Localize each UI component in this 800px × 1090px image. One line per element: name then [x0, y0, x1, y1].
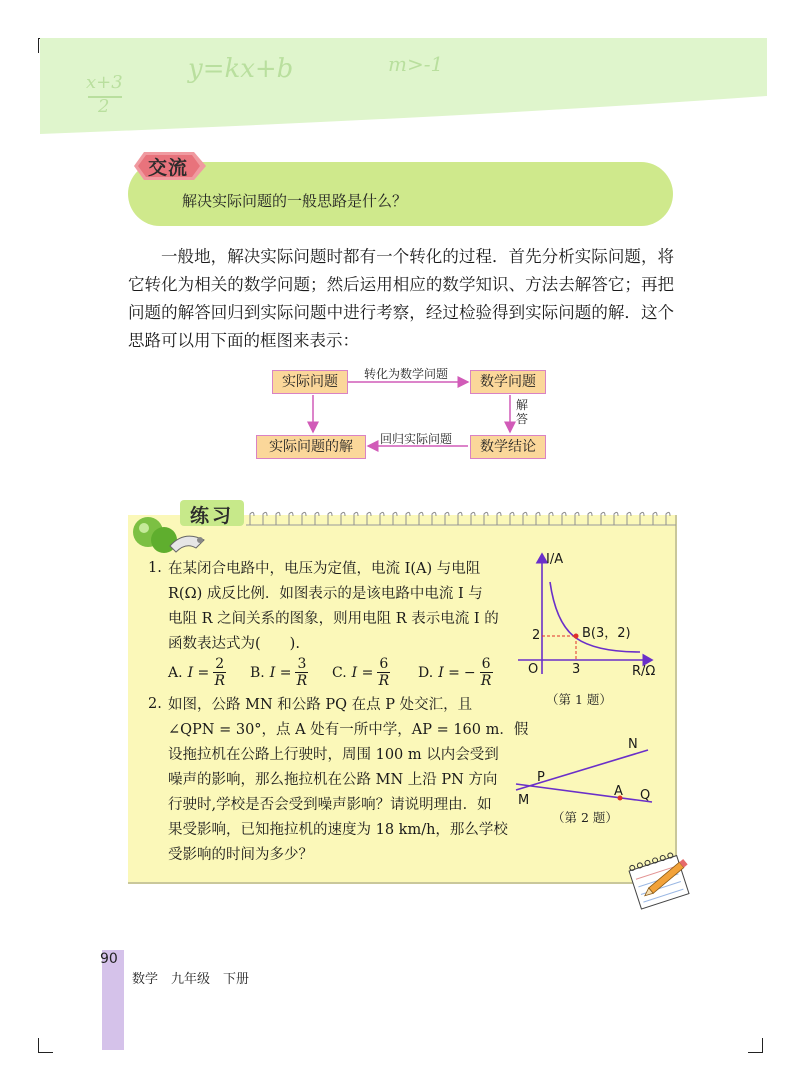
graph2-road-mn [516, 750, 648, 790]
graph2-label-a: A [614, 784, 623, 799]
choice-c-fraction [377, 656, 390, 689]
ruler-tick [250, 512, 254, 525]
flow-box-math-problem: 数学问题 [470, 370, 546, 394]
choice-b-numerator: 3 [297, 656, 307, 672]
flow-box-actual-solution: 实际问题的解 [256, 435, 366, 459]
graph1-caption: （第 1 题） [546, 692, 612, 707]
q1-number: 1. [148, 560, 162, 576]
ruler-tick [341, 512, 345, 525]
choice-b-lhs: I = [269, 664, 292, 681]
page-number: 90 [100, 951, 118, 967]
q2-line-1: 如图，公路 MN 和公路 PQ 在点 P 处交汇，且 [168, 697, 473, 713]
ruler-tick [276, 512, 280, 525]
ruler-tick [497, 512, 501, 525]
graph1-y-tick: 2 [532, 628, 541, 643]
graph2-label-p: P [537, 770, 545, 785]
q1-line-4: 函数表达式为( ). [168, 636, 300, 652]
practice-title: 练习 [190, 505, 235, 527]
crop-mark-bottom-right [748, 1038, 763, 1053]
ruler-tick [315, 512, 319, 525]
header-formula-numerator: x+3 [86, 72, 123, 93]
ruler-tick [510, 512, 514, 525]
choice-a-lhs: I = [187, 664, 210, 681]
ruler-tick [484, 512, 488, 525]
ruler-tick [263, 512, 267, 525]
ruler-tick [445, 512, 449, 525]
choice-a-fraction [213, 656, 226, 689]
choice-d-lhs: I = [438, 664, 460, 681]
choice-b-denominator: R [296, 673, 308, 689]
header-formula-inequality: m>-1 [388, 52, 444, 76]
header-formula-denominator: 2 [98, 96, 110, 117]
ruler-tick [588, 512, 592, 525]
graph1-x-label: R/Ω [632, 664, 656, 679]
q2-line-2: ∠QPN = 30°，点 A 处有一所中学，AP = 160 m．假 [168, 722, 529, 738]
q1-line-1: 在某闭合电路中，电压为定值，电流 I(A) 与电阻 [168, 561, 481, 577]
graph1-y-label: I/A [546, 552, 564, 567]
choice-a-letter: A. [168, 664, 183, 681]
flow-box-actual-problem: 实际问题 [272, 370, 348, 394]
ruler-tick [614, 512, 618, 525]
header-formula-linear: y=kx+b [188, 54, 294, 84]
q1-choice-a[interactable] [168, 656, 226, 689]
choice-a-denominator: R [214, 673, 226, 689]
exchange-question: 解决实际问题的一般思路是什么？ [182, 192, 408, 210]
flow-box-math-conclusion: 数学结论 [470, 435, 546, 459]
ruler-tick [289, 512, 293, 525]
choice-d-letter: D. [418, 664, 434, 681]
choice-d-sign: − [463, 664, 476, 681]
q1-line-2: R(Ω) 成反比例．如图表示的是该电路中电流 I 与 [168, 586, 483, 602]
ruler-tick [575, 512, 579, 525]
ruler-tick [393, 512, 397, 525]
choice-d-numerator: 6 [481, 656, 491, 672]
flow-label-return: 回归实际问题 [380, 432, 453, 446]
ruler-tick [458, 512, 462, 525]
q2-line-3: 设拖拉机在公路上行驶时，周围 100 m 以内会受到 [168, 747, 499, 763]
q1-line-3: 电阻 R 之间关系的图象，则用电阻 R 表示电流 I 的 [168, 611, 499, 627]
graph1-origin-label: O [528, 662, 539, 677]
crop-mark-bottom-left [38, 1038, 53, 1053]
ruler-tick [549, 512, 553, 525]
q2-line-5: 行驶时,学校是否会受到噪声影响？请说明理由．如 [168, 797, 492, 813]
q1-choice-b[interactable] [250, 656, 308, 689]
choice-c-numerator: 6 [379, 656, 389, 672]
ruler-tick [640, 512, 644, 525]
ruler-tick [562, 512, 566, 525]
q2-line-4: 噪声的影响，那么拖拉机在公路 MN 上沿 PN 方向 [168, 772, 498, 788]
choice-a-numerator: 2 [215, 656, 225, 672]
graph2-caption: （第 2 题） [552, 810, 618, 825]
graph2-label-n: N [628, 737, 638, 752]
graph1-point-b [574, 634, 579, 639]
practice-title-bar [180, 500, 244, 526]
graph2-road-pq [516, 784, 652, 802]
ruler-tick [354, 512, 358, 525]
flow-label-solve: 解答 [516, 398, 529, 426]
intro-paragraph: 一般地，解决实际问题时都有一个转化的过程．首先分析实际问题，将它转化为相关的数学问题；然后运用相应的数学知识、方法去解答它；再把问题的解答回归到实际问题中进行考察，经过检验得到实际问题的解．这个思路可以用下面的框图来表示： [128, 247, 674, 350]
ruler-tick [419, 512, 423, 525]
ruler-tick [601, 512, 605, 525]
choice-b-fraction [295, 656, 308, 689]
exchange-badge [134, 150, 206, 182]
q1-choice-d[interactable] [418, 656, 493, 689]
ruler-tick [666, 512, 670, 525]
ruler-tick [523, 512, 527, 525]
ruler-tick [627, 512, 631, 525]
ruler-tick [367, 512, 371, 525]
ruler-tick [471, 512, 475, 525]
header-band [40, 38, 767, 134]
ruler-ticks [250, 512, 670, 525]
ruler-tick [380, 512, 384, 525]
ruler-tick [653, 512, 657, 525]
graph1-x-tick: 3 [572, 662, 581, 677]
choice-b-letter: B. [250, 664, 265, 681]
ruler-tick [536, 512, 540, 525]
graph2-label-m: M [518, 793, 530, 808]
choice-d-fraction [480, 656, 493, 689]
ruler-tick [406, 512, 410, 525]
choice-c-letter: C. [332, 664, 347, 681]
choice-c-lhs: I = [351, 664, 374, 681]
graph2-label-q: Q [640, 788, 651, 803]
q2-number: 2. [148, 696, 162, 712]
exchange-badge-label: 交流 [148, 157, 189, 179]
footer-book-title: 数学 九年级 下册 [132, 972, 250, 987]
choice-d-denominator: R [480, 673, 492, 689]
q2-line-6: 果受影响，已知拖拉机的速度为 18 km/h，那么学校 [168, 822, 508, 838]
q2-line-7: 受影响的时间为多少？ [168, 847, 313, 863]
ruler-tick [432, 512, 436, 525]
flow-label-convert: 转化为数学问题 [364, 367, 449, 381]
notebook-pencil-icon [622, 852, 700, 912]
graph1-curve [550, 582, 640, 652]
q1-choice-c[interactable] [332, 656, 390, 689]
practice-ruler-decoration [246, 508, 676, 526]
ruler-tick [328, 512, 332, 525]
choice-c-denominator: R [378, 673, 390, 689]
ruler-tick [302, 512, 306, 525]
graph1-point-label: B(3，2) [582, 626, 631, 641]
